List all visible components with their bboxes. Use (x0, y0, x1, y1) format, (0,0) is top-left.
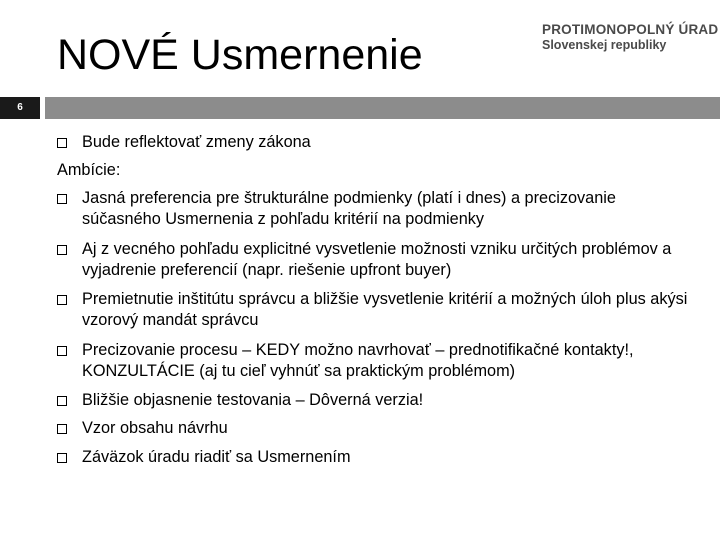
logo-line-2: Slovenskej republiky (542, 38, 667, 53)
bullet-text: Premietnutie inštitútu správcu a bližšie vysvetlenie kritérií a možných úloh plus akýsi vzorový mandát správcu (82, 290, 688, 329)
ambitions-heading: Ambície: (57, 161, 121, 179)
bullet-text: Jasná preferencia pre štrukturálne podmienky (platí i dnes) a precizovanie súčasného Usmernenia z pohľadu kritérií na podmienky (82, 189, 616, 228)
slide-title: NOVÉ Usmernenie (57, 31, 423, 79)
bullet-text: Precizovanie procesu – KEDY možno navrhovať – prednotifikačné kontakty!, KONZULTÁCIE (aj tu cieľ vyhnúť sa praktickým problémom) (82, 341, 634, 380)
bullet-text: Vzor obsahu návrhu (82, 419, 228, 437)
square-bullet-icon (57, 424, 67, 434)
bullet-item (57, 239, 697, 281)
bullet-item (57, 418, 697, 439)
bullet-item (57, 390, 697, 411)
bullet-text: Záväzok úradu riadiť sa Usmernením (82, 448, 351, 466)
bullet-item (57, 188, 697, 230)
square-bullet-icon (57, 396, 67, 406)
square-bullet-icon (57, 453, 67, 463)
bullet-text: Bližšie objasnenie testovania – Dôverná verzia! (82, 391, 424, 409)
bullet-item (57, 447, 697, 468)
logo-line-1: PROTIMONOPOLNÝ ÚRAD (542, 22, 719, 37)
page-number-badge: 6 (0, 97, 40, 119)
square-bullet-icon (57, 245, 67, 255)
square-bullet-icon (57, 346, 67, 356)
bullet-item (57, 340, 697, 382)
header-accent-bar (45, 97, 720, 119)
bullet-text: Aj z vecného pohľadu explicitné vysvetlenie možnosti vzniku určitých problémov a vyjadrenie preferencií (napr. riešenie upfront buyer) (82, 240, 672, 279)
square-bullet-icon (57, 295, 67, 305)
authority-logo (542, 22, 718, 53)
square-bullet-icon (57, 138, 67, 148)
bullet-item (57, 132, 697, 153)
square-bullet-icon (57, 194, 67, 204)
bullet-item (57, 289, 697, 331)
bullet-text: Bude reflektovať zmeny zákona (82, 133, 311, 151)
